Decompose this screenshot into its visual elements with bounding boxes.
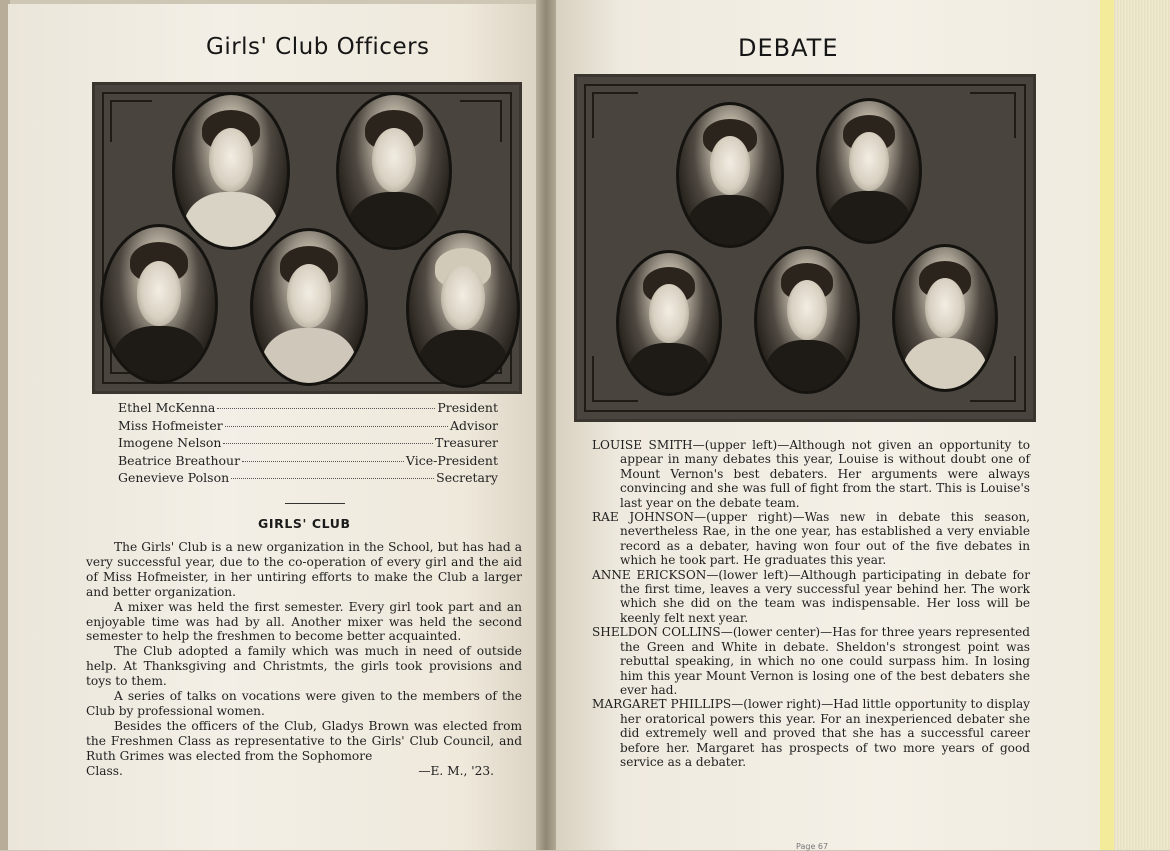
officer-row: Beatrice Breathour Vice-President xyxy=(118,452,498,468)
officer-row: Genevieve Polson Secretary xyxy=(118,470,498,485)
portrait-photo xyxy=(336,92,452,250)
article-closing-line xyxy=(86,764,522,779)
officer-row: Ethel McKenna President xyxy=(118,400,498,415)
frame-corner-ornament xyxy=(460,100,502,142)
portrait-photo xyxy=(754,246,860,394)
debater-entry: RAE JOHNSON—(upper right)—Was new in debate this season, nevertheless Rae, in the one year, has established a very enviable record as a debater, having won four out of the five debates in which he took part. He graduates this year. xyxy=(592,510,1031,568)
portrait-photo xyxy=(406,230,520,388)
portrait-photo xyxy=(892,244,998,392)
debate-photo-collage xyxy=(574,74,1036,422)
book-gutter xyxy=(536,0,558,850)
officers-photo-collage xyxy=(92,82,522,394)
portrait-photo xyxy=(100,224,218,384)
debater-name: RAE JOHNSON xyxy=(592,510,695,525)
article-signature: —E. M., '23. xyxy=(418,763,494,778)
left-page-title: Girls' Club Officers xyxy=(206,34,430,60)
debater-entry: ANNE ERICKSON—(lower left)—Although participating in debate for the first time, leaves a very successful year behind her. The work which she did on the team was indispensable. Her loss will be keenly felt next year. xyxy=(592,567,1030,625)
page-number: Page 67 xyxy=(796,842,829,851)
frame-corner-ornament xyxy=(110,100,152,142)
girls-club-heading: GIRLS' CLUB xyxy=(258,516,351,531)
frame-corner-ornament xyxy=(592,92,638,138)
article-paragraph: The Girls' Club is a new organization in the School, but has had a very successful year, due to the co-operation of every girl and the aid of Miss Hofmeister, in her untiring efforts to make the Club a larger and better organization. xyxy=(86,540,522,599)
portrait-photo xyxy=(172,92,290,250)
debater-entry: MARGARET PHILLIPS—(lower right)—Had little opportunity to display her oratorical powers this year. For an inexperienced debater she did extremely well and proved that she has a successful career before her. Margaret has prospects of two more years of good service as a debater. xyxy=(592,697,1030,769)
portrait-photo xyxy=(816,98,922,244)
portrait-photo xyxy=(676,102,784,248)
section-divider xyxy=(285,503,345,504)
portrait-photo xyxy=(616,250,722,396)
article-paragraph: A mixer was held the first semester. Every girl took part and an enjoyable time was had by all. Another mixer was held the second semester to help the freshmen to become better acquainted. xyxy=(86,599,522,644)
portrait-photo xyxy=(250,228,368,386)
officers-list xyxy=(118,400,498,488)
frame-corner-ornament xyxy=(970,92,1016,138)
article-paragraph: Besides the officers of the Club, Gladys Brown was elected from the Freshmen Class as representative to the Girls' Club Council, and Ruth Grimes was elected from the Sophomore xyxy=(86,718,522,763)
officer-row: Imogene Nelson Treasurer xyxy=(118,435,498,450)
debater-entry: SHELDON COLLINS—(lower center)—Has for three years represented the Green and White in debate. Sheldon's strongest point was rebuttal speaking, in which no one could surpass him. In losing him this year Mount Vernon is losing one of the best debaters she ever had. xyxy=(592,625,1031,697)
right-page-title: DEBATE xyxy=(738,34,839,62)
debate-biographies xyxy=(592,438,1030,769)
debater-name: ANNE ERICKSON xyxy=(592,567,707,582)
debater-name: SHELDON COLLINS xyxy=(592,625,721,640)
debater-name: LOUISE SMITH xyxy=(592,438,693,452)
article-paragraph: The Club adopted a family which was much in need of outside help. At Thanksgiving and Christmts, the girls took provisions and toys to them. xyxy=(86,644,522,689)
page-edge-tint xyxy=(1100,0,1114,850)
officer-row: Miss Hofmeister Advisor xyxy=(118,417,498,433)
article-last-word: Class. xyxy=(86,763,123,778)
debater-name: MARGARET PHILLIPS xyxy=(592,697,732,712)
article-paragraph: A series of talks on vocations were given to the members of the Club by professional women. xyxy=(86,689,522,718)
girls-club-article xyxy=(86,540,522,779)
debater-entry: LOUISE SMITH—(upper left)—Although not given an opportunity to appear in many debates this year, Louise is without doubt one of Mount Vernon's best debaters. Her arguments were always convincing and she was full of fight from the start. This is Louise's last year on the debate team. xyxy=(592,438,1030,510)
